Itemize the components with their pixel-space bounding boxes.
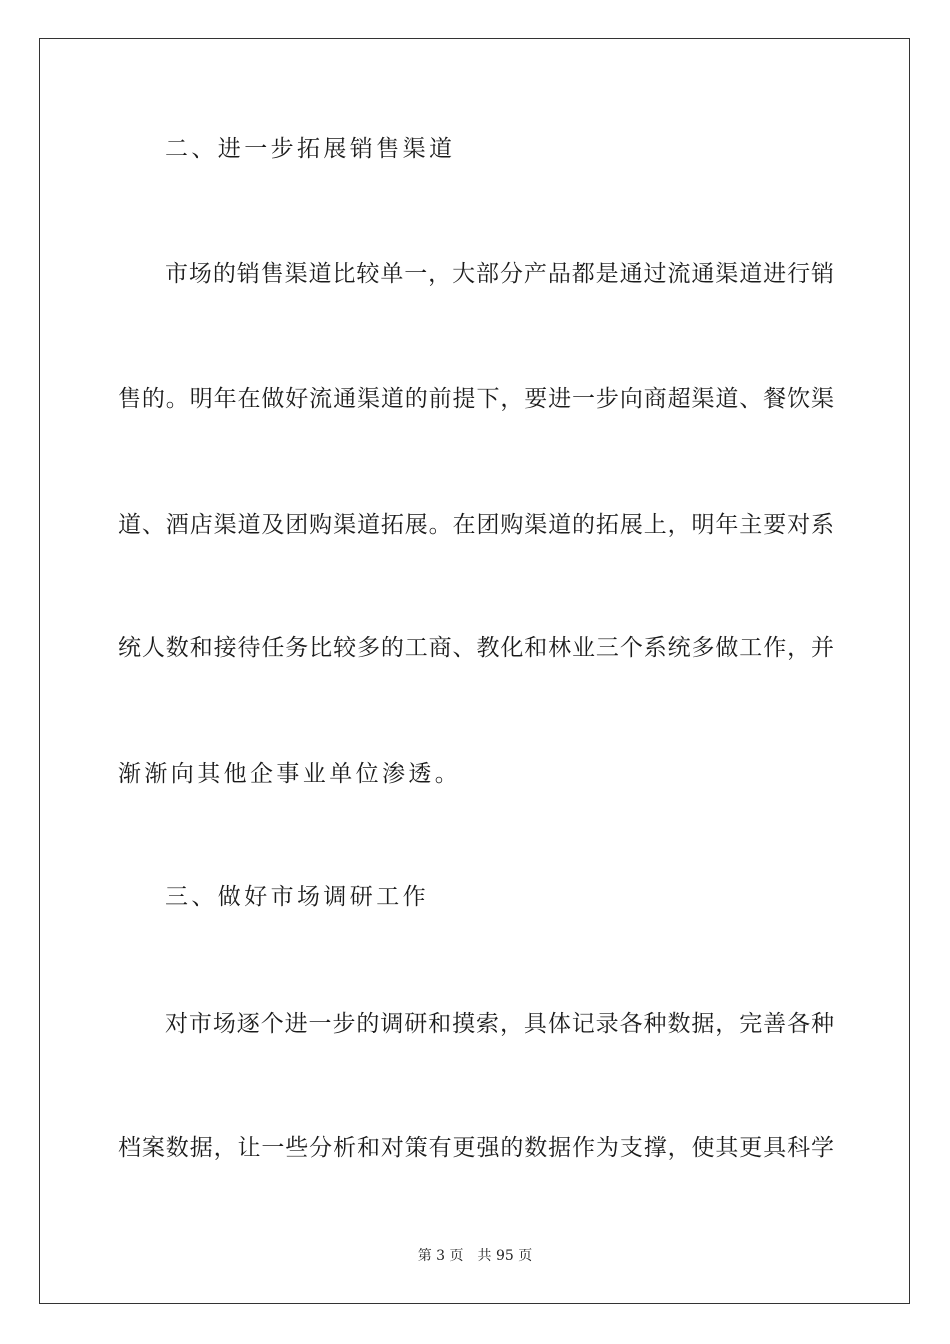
page-number: 第 3 页 xyxy=(417,1248,464,1264)
paragraph-line: 售的。明年在做好流通渠道的前提下，要进一步向商超渠道、餐饮渠 xyxy=(118,386,834,412)
page-frame xyxy=(39,38,910,1304)
page-total: 共 95 页 xyxy=(477,1248,533,1264)
paragraph-line: 道、酒店渠道及团购渠道拓展。在团购渠道的拓展上，明年主要对系 xyxy=(118,512,834,538)
section-heading-research: 三、做好市场调研工作 xyxy=(165,884,429,910)
section-heading-channels: 二、进一步拓展销售渠道 xyxy=(165,136,456,162)
paragraph-line: 对市场逐个进一步的调研和摸索，具体记录各种数据，完善各种 xyxy=(165,1011,834,1037)
paragraph-line: 渐渐向其他企事业单位渗透。 xyxy=(118,761,462,787)
page-footer xyxy=(0,1247,950,1265)
paragraph-line: 统人数和接待任务比较多的工商、教化和林业三个系统多做工作，并 xyxy=(118,635,834,661)
paragraph-line: 市场的销售渠道比较单一，大部分产品都是通过流通渠道进行销 xyxy=(165,261,834,287)
paragraph-line: 档案数据，让一些分析和对策有更强的数据作为支撑，使其更具科学 xyxy=(118,1135,834,1161)
